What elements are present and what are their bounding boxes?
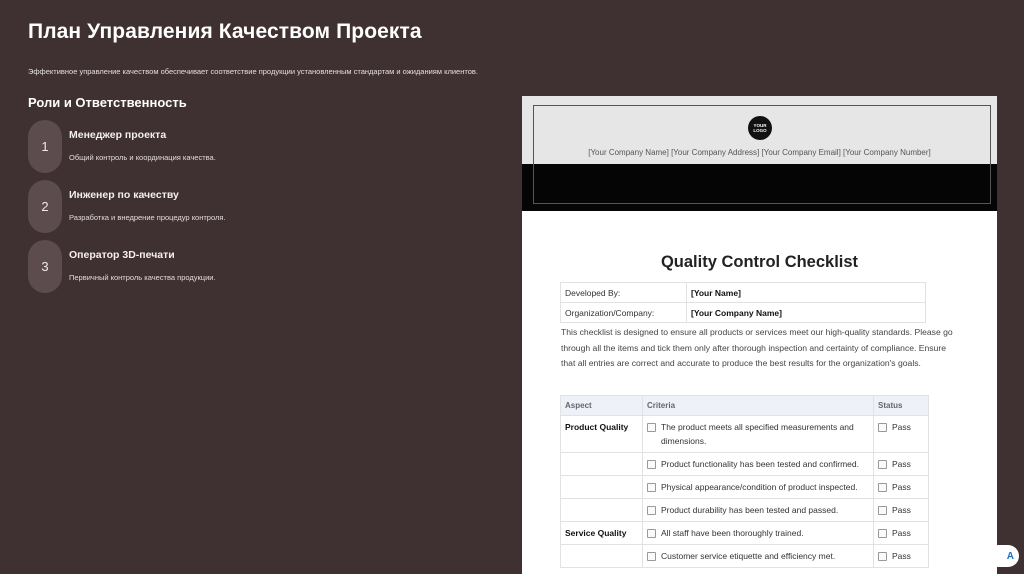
status-text: Pass bbox=[892, 459, 911, 469]
aspect-cell bbox=[561, 453, 643, 476]
aspect-cell: Product Quality bbox=[561, 416, 643, 453]
table-row bbox=[561, 476, 929, 499]
company-details: [Your Company Name] [Your Company Address] [Your Company Email] [Your Company Number] bbox=[588, 148, 931, 157]
criteria-text: All staff have been thoroughly trained. bbox=[661, 528, 804, 538]
status-text: Pass bbox=[892, 422, 911, 432]
status-text: Pass bbox=[892, 505, 911, 515]
role-item bbox=[28, 180, 488, 240]
slide-intro: Эффективное управление качеством обеспечивает соответствие продукции установленным стандартам и ожиданиям клиентов. bbox=[28, 67, 478, 76]
aspect-cell bbox=[561, 476, 643, 499]
status-cell bbox=[874, 476, 929, 499]
checkbox-icon bbox=[647, 460, 656, 469]
table-row bbox=[561, 453, 929, 476]
checkbox-icon bbox=[878, 483, 887, 492]
checkbox-icon bbox=[647, 529, 656, 538]
status-cell bbox=[874, 453, 929, 476]
role-item bbox=[28, 120, 488, 180]
role-description: Первичный контроль качества продукции. bbox=[69, 273, 216, 282]
info-row bbox=[561, 283, 926, 303]
criteria-text: Product functionality has been tested and confirmed. bbox=[661, 459, 859, 469]
role-name: Оператор 3D-печати bbox=[69, 249, 175, 261]
checkbox-icon bbox=[878, 529, 887, 538]
info-row bbox=[561, 303, 926, 323]
criteria-text: Customer service etiquette and efficiency met. bbox=[661, 551, 836, 561]
aspect-cell: Service Quality bbox=[561, 522, 643, 545]
status-text: Pass bbox=[892, 482, 911, 492]
role-number-badge: 1 bbox=[28, 120, 62, 173]
role-description: Разработка и внедрение процедур контроля. bbox=[69, 213, 226, 222]
role-number-badge: 2 bbox=[28, 180, 62, 233]
status-cell bbox=[874, 545, 929, 568]
role-item bbox=[28, 240, 488, 300]
role-name: Менеджер проекта bbox=[69, 129, 167, 141]
table-row bbox=[561, 499, 929, 522]
checklist-document-image bbox=[522, 96, 997, 574]
document-paragraph: This checklist is designed to ensure all products or services meet our high-quality standards. Please go through all the items and tick them only after thorough inspection and certainty of compliance. Ensure that all entries are correct and accurate to produce the best results for the organization's goals. bbox=[561, 327, 953, 369]
document-title: Quality Control Checklist bbox=[660, 253, 859, 271]
role-description: Общий контроль и координация качества. bbox=[69, 153, 216, 162]
floating-widget-button[interactable]: A bbox=[987, 545, 1019, 567]
checkbox-icon bbox=[647, 423, 656, 432]
criteria-text: Product durability has been tested and passed. bbox=[661, 505, 839, 515]
criteria-cell bbox=[643, 453, 874, 476]
criteria-cell bbox=[643, 416, 874, 453]
info-table bbox=[560, 282, 926, 323]
status-cell bbox=[874, 522, 929, 545]
info-label: Developed By: bbox=[561, 283, 687, 303]
checklist-table bbox=[560, 395, 929, 568]
slide-title: План Управления Качеством Проекта bbox=[28, 20, 422, 43]
table-row bbox=[561, 416, 929, 453]
criteria-cell bbox=[643, 545, 874, 568]
checkbox-icon bbox=[647, 483, 656, 492]
role-number-badge: 3 bbox=[28, 240, 62, 293]
checkbox-icon bbox=[878, 460, 887, 469]
criteria-cell bbox=[643, 499, 874, 522]
checkbox-icon bbox=[647, 552, 656, 561]
info-label: Organization/Company: bbox=[561, 303, 687, 323]
criteria-text: Physical appearance/condition of product inspected. bbox=[661, 482, 858, 492]
status-text: Pass bbox=[892, 551, 911, 561]
criteria-text: The product meets all specified measurements and dimensions. bbox=[661, 422, 854, 446]
table-row bbox=[561, 522, 929, 545]
header-status: Status bbox=[874, 396, 929, 416]
checkbox-icon bbox=[878, 423, 887, 432]
header-aspect: Aspect bbox=[561, 396, 643, 416]
checkbox-icon bbox=[878, 552, 887, 561]
info-value: [Your Company Name] bbox=[687, 303, 926, 323]
aspect-cell bbox=[561, 545, 643, 568]
header-criteria: Criteria bbox=[643, 396, 874, 416]
table-header-row bbox=[561, 396, 929, 416]
aspect-cell bbox=[561, 499, 643, 522]
criteria-cell bbox=[643, 522, 874, 545]
checkbox-icon bbox=[878, 506, 887, 515]
role-name: Инженер по качеству bbox=[69, 189, 179, 201]
status-cell bbox=[874, 499, 929, 522]
info-value: [Your Name] bbox=[687, 283, 926, 303]
company-logo: YOUR LOGO bbox=[748, 116, 772, 140]
criteria-cell bbox=[643, 476, 874, 499]
status-text: Pass bbox=[892, 528, 911, 538]
status-cell bbox=[874, 416, 929, 453]
roles-list bbox=[28, 120, 488, 300]
checkbox-icon bbox=[647, 506, 656, 515]
roles-section-title: Роли и Ответственность bbox=[28, 95, 187, 110]
table-row bbox=[561, 545, 929, 568]
